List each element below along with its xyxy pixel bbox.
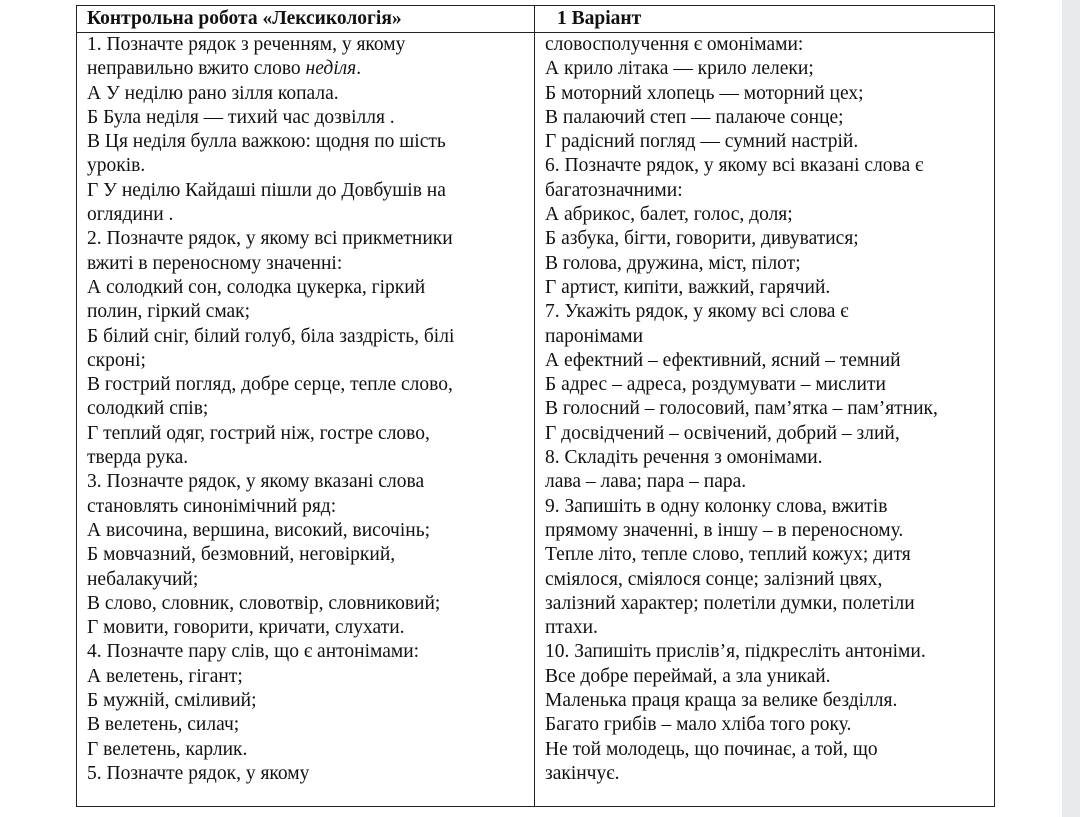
text-line: 8. Складіть речення з омонімами. [545,447,823,469]
text-line: Г У неділю Кайдаші пішли до Довбушів на [87,179,446,201]
text-line: Б мужній, сміливий; [87,690,257,712]
text-line: небалакучий; [87,568,199,590]
text-line: лава – лава; пара – пара. [545,471,747,493]
test-sheet-table [76,5,995,807]
text-line: 4. Позначте пару слів, що є антонімами: [87,641,420,663]
text-line: уроків. [87,155,146,177]
text-line: В гострий погляд, добре серце, тепле слово, [87,374,453,396]
text-line: Б моторний хлопець — моторний цех; [545,82,864,104]
text-line: Г артист, кипіти, важкий, гарячий. [545,276,831,298]
text-line: Не той молодець, що починає, а той, що [545,738,878,760]
text-line: багатозначними: [545,179,683,201]
text-line: оглядини . [87,204,174,226]
page-edge-strip [1062,0,1080,817]
text-line: Б мовчазний, безмовний, неговіркий, [87,544,396,566]
text-line: В голова, дружина, міст, пілот; [545,252,801,274]
text-line: 1. Позначте рядок з реченням, у якому [87,34,406,55]
text-line: Г велетень, карлик. [87,738,248,760]
text-line: Б азбука, бігти, говорити, дивуватися; [545,228,859,250]
text-line: В Ця неділя булла важкою: щодня по шість [87,131,446,153]
text-line: А абрикос, балет, голос, доля; [545,204,793,226]
text-line: А крило літака — крило лелеки; [545,58,814,80]
text-line: 10. Запишіть прислів’я, підкресліть антоніми. [545,641,926,663]
text-line: сміялося, сміялося сонце; залізний цвях, [545,568,883,590]
text-line: 5. Позначте рядок, у якому [87,762,310,784]
text-line: 6. Позначте рядок, у якому всі вказані слова є [545,155,924,177]
text-line: Б адрес – адреса, роздумувати – мислити [545,374,886,396]
test-title: Контрольна робота «Лексикологія» [77,6,535,33]
text-line: залізний характер; полетіли думки, полетіли [545,592,915,614]
text-line: 2. Позначте рядок, у якому всі прикметники [87,228,453,250]
text-fragment: неправильно вжито слово [87,58,306,80]
text-line: 3. Позначте рядок, у якому вказані слова [87,471,425,493]
left-column [77,33,535,807]
text-line: закінчує. [545,762,620,784]
text-line: В голосний – голосовий, пам’ятка – пам’ятник, [545,398,938,420]
text-line-with-italic [87,57,534,81]
text-line: тверда рука. [87,447,189,469]
right-column [535,33,995,807]
text-line: Маленька праця краща за велике безділля. [545,690,898,712]
text-line: птахи. [545,617,598,639]
text-line: 9. Запишіть в одну колонку слова, вжитів [545,495,888,517]
text-line: А У неділю рано зілля копала. [87,82,339,104]
text-line: А височина, вершина, високий, височінь; [87,519,431,541]
italic-word: неділя [305,58,357,80]
text-line: прямому значенні, в іншу – в переносному. [545,519,904,541]
text-line: Г мовити, говорити, кричати, слухати. [87,617,405,639]
text-line: В велетень, силач; [87,714,240,736]
content-row [77,33,995,807]
text-line: А велетень, гігант; [87,665,243,687]
text-line: Багато грибів – мало хліба того року. [545,714,852,736]
header-row [77,6,995,33]
text-line: вжиті в переносному значенні: [87,252,343,274]
text-line: А солодкий сон, солодка цукерка, гіркий [87,276,426,298]
text-line: А ефектний – ефективний, ясний – темний [545,349,901,371]
text-line: словосполучення є омонімами: [545,34,804,55]
text-line: Г радісний погляд — сумний настрій. [545,131,859,153]
text-line: скроні; [87,349,146,371]
text-line: паронімами [545,325,644,347]
text-line: Тепле літо, тепле слово, теплий кожух; дитя [545,544,911,566]
text-line: Г теплий одяг, гострий ніж, гостре слово, [87,422,430,444]
text-line: Б білий сніг, білий голуб, біла заздрість, білі [87,325,455,347]
text-line: становлять синонімічний ряд: [87,495,337,517]
text-line: 7. Укажіть рядок, у якому всі слова є [545,301,849,323]
text-fragment: . [356,58,362,80]
text-line: солодкий спів; [87,398,209,420]
text-line: Б Була неділя — тихий час дозвілля . [87,106,395,128]
text-line: Г досвідчений – освічений, добрий – злий, [545,422,900,444]
variant-label: 1 Варіант [535,6,995,33]
text-line: В палаючий степ — палаюче сонце; [545,106,844,128]
text-line: Все добре переймай, а зла уникай. [545,665,831,687]
text-line: полин, гіркий смак; [87,301,251,323]
text-line: В слово, словник, словотвір, словниковий; [87,592,441,614]
